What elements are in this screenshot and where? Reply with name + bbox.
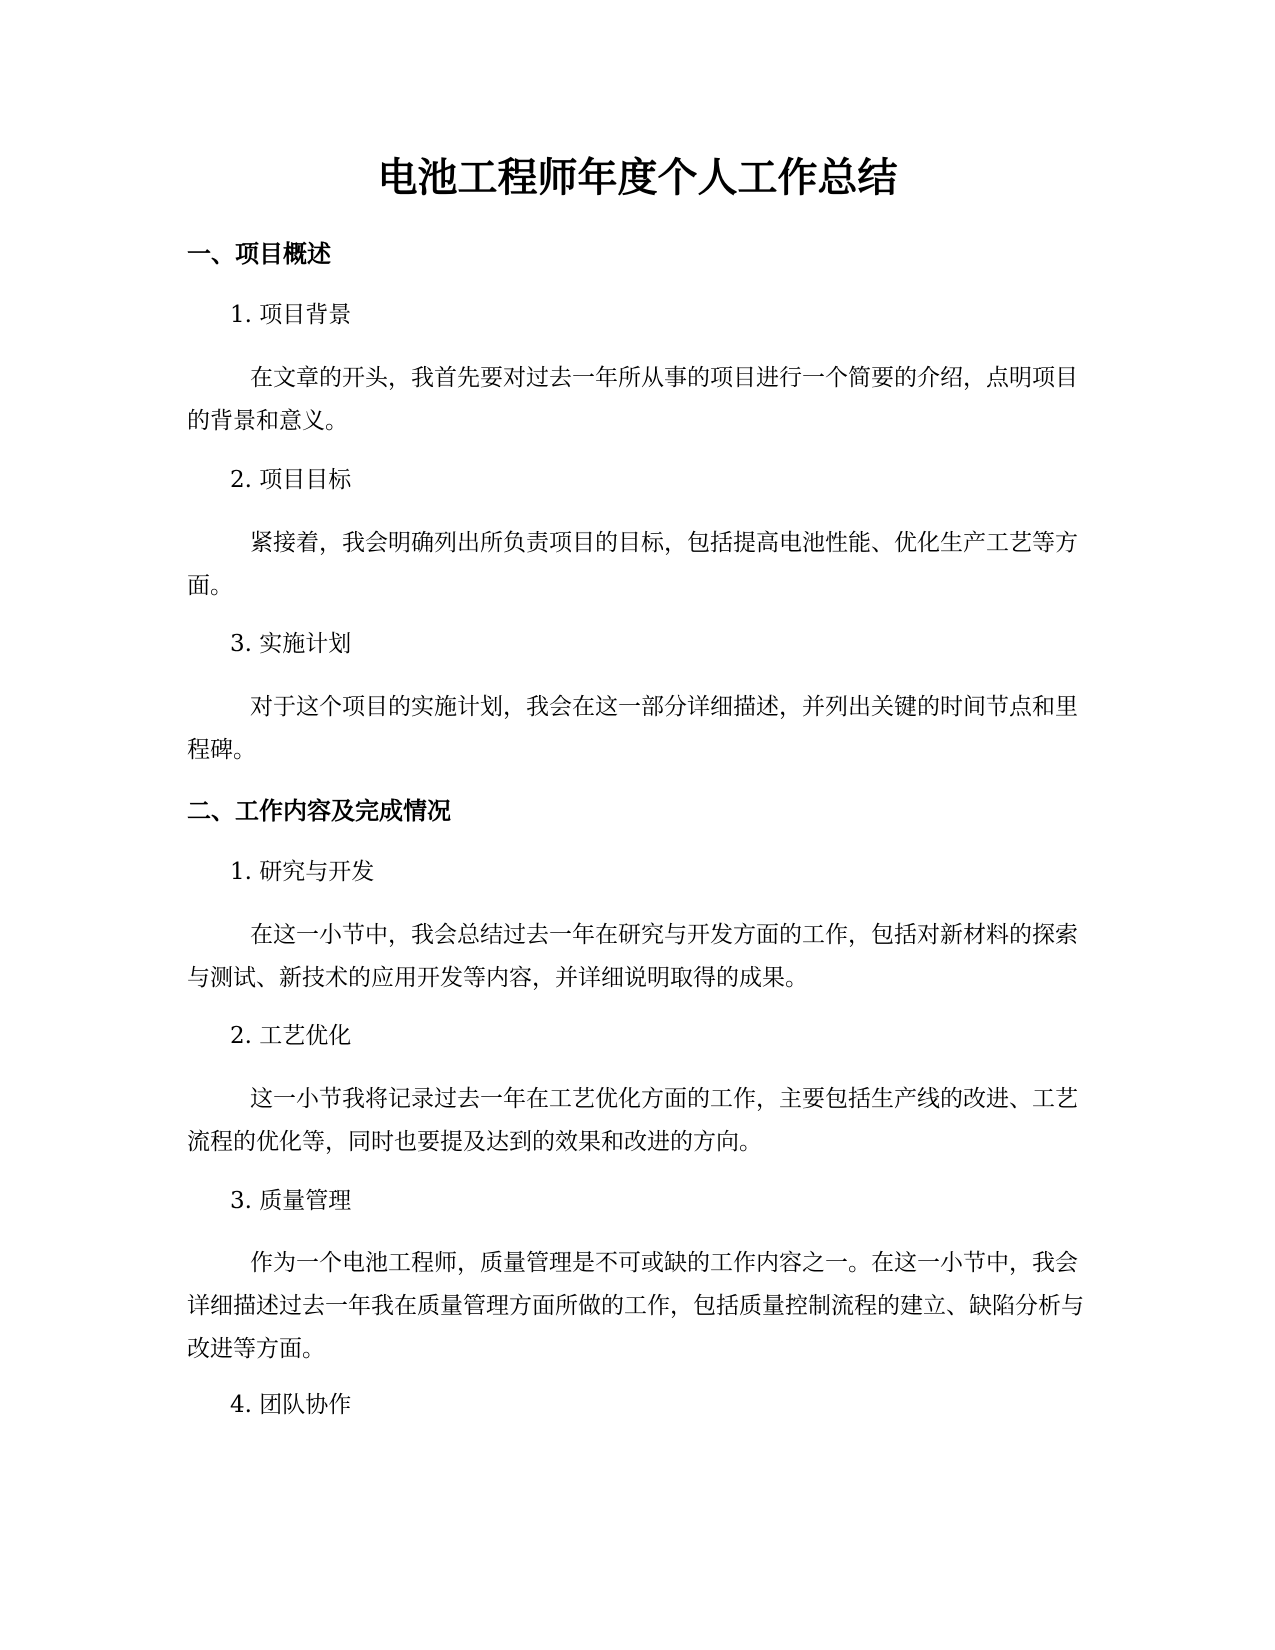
paragraph-project-background: 在文章的开头，我首先要对过去一年所从事的项目进行一个简要的介绍，点明项目的背景和意义。	[187, 365, 1078, 434]
subheading-process-optimization: 2. 工艺优化	[230, 1023, 352, 1049]
paragraph-project-goals: 紧接着，我会明确列出所负责项目的目标，包括提高电池性能、优化生产工艺等方面。	[187, 530, 1078, 599]
subheading-project-goals: 2. 项目目标	[230, 467, 352, 493]
subheading-project-background: 1. 项目背景	[230, 302, 352, 328]
section-heading-work-content: 二、工作内容及完成情况	[187, 797, 451, 825]
paragraph-quality-management: 作为一个电池工程师，质量管理是不可或缺的工作内容之一。在这一小节中，我会详细描述过去一年我在质量管理方面所做的工作，包括质量控制流程的建立、缺陷分析与改进等方面。	[187, 1250, 1084, 1362]
paragraph-process-optimization: 这一小节我将记录过去一年在工艺优化方面的工作，主要包括生产线的改进、工艺流程的优化等，同时也要提及达到的效果和改进的方向。	[187, 1086, 1078, 1155]
subheading-research-development: 1. 研究与开发	[230, 859, 375, 885]
paragraph-implementation-plan: 对于这个项目的实施计划，我会在这一部分详细描述，并列出关键的时间节点和里程碑。	[187, 694, 1078, 763]
document-title: 电池工程师年度个人工作总结	[377, 155, 898, 201]
paragraph-research-development: 在这一小节中，我会总结过去一年在研究与开发方面的工作，包括对新材料的探索与测试、新技术的应用开发等内容，并详细说明取得的成果。	[187, 922, 1078, 991]
subheading-team-collaboration: 4. 团队协作	[230, 1392, 352, 1418]
subheading-quality-management: 3. 质量管理	[230, 1188, 352, 1214]
subheading-implementation-plan: 3. 实施计划	[230, 631, 352, 657]
section-heading-project-overview: 一、项目概述	[187, 240, 331, 268]
